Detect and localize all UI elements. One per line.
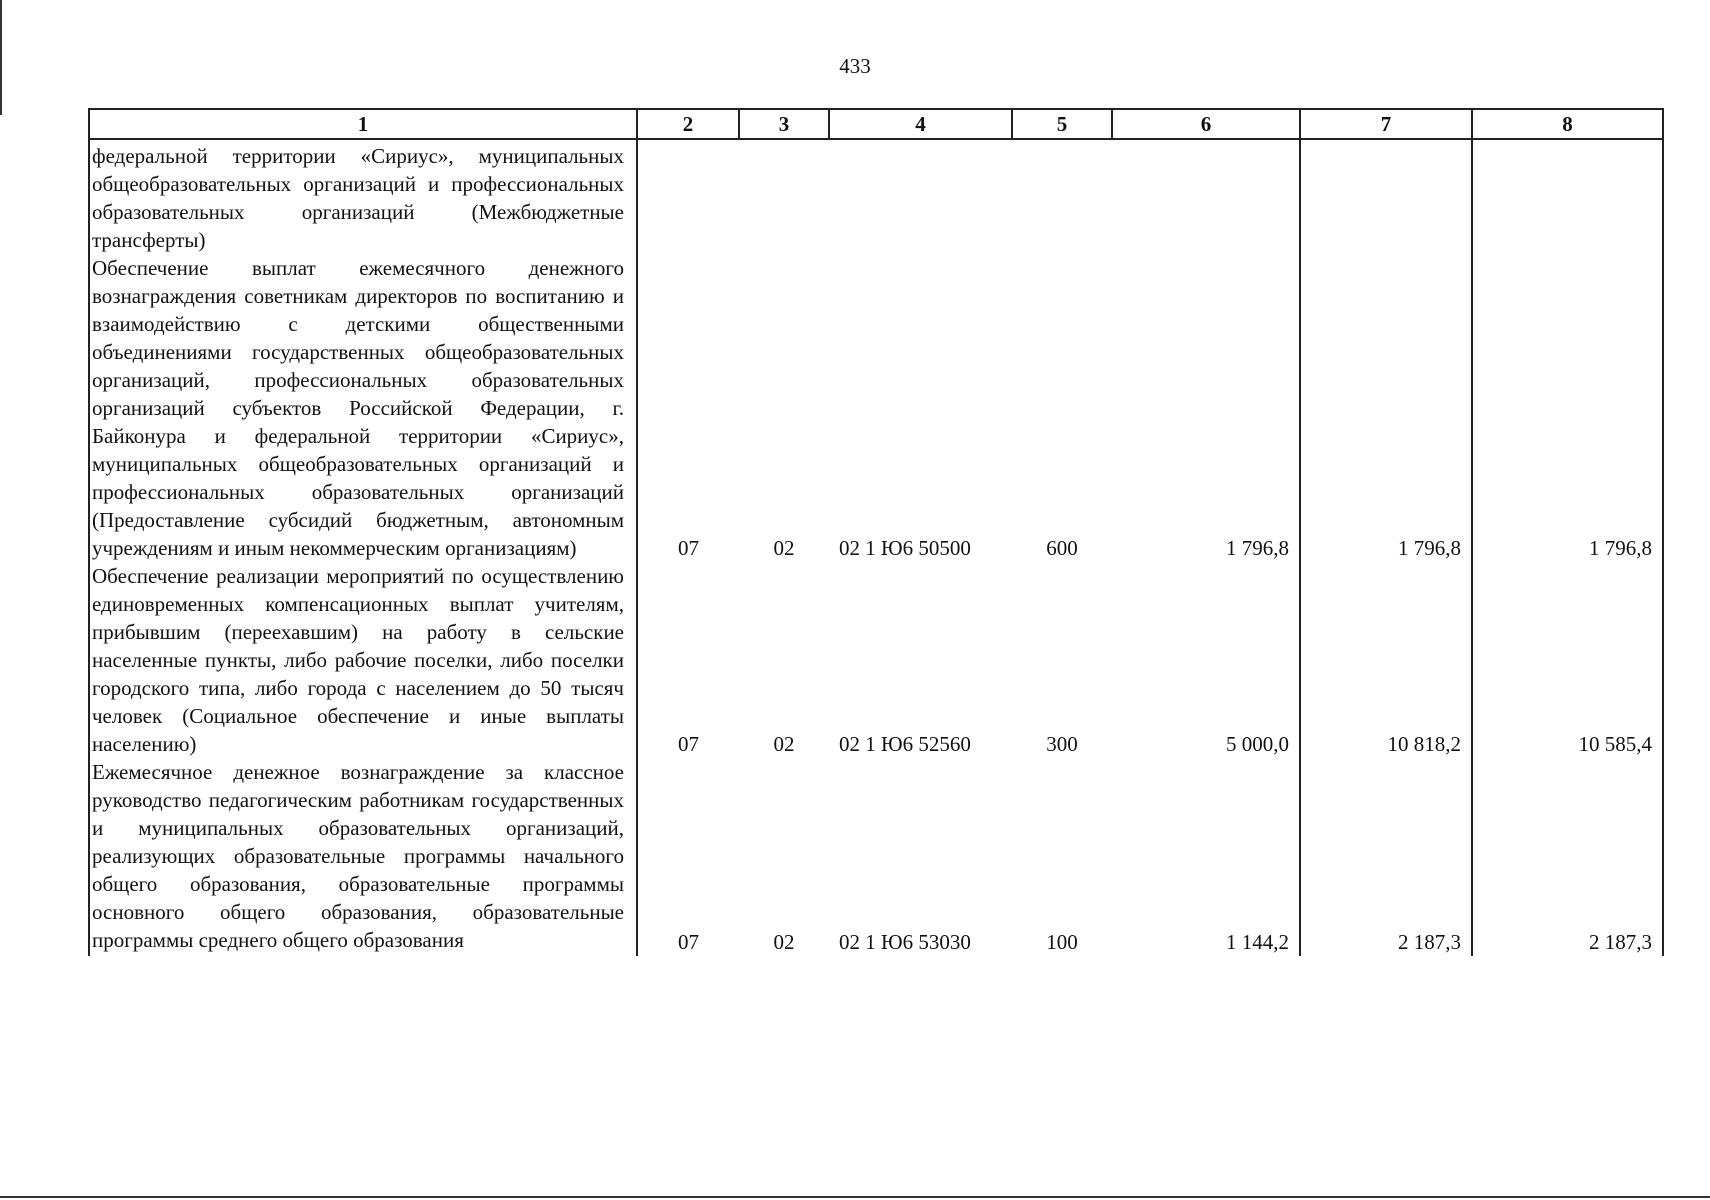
row-amount-col8 (1472, 139, 1663, 254)
row-subsection (739, 139, 829, 254)
row-expense-type: 100 (1046, 930, 1078, 954)
column-header-4: 4 (829, 109, 1012, 139)
row-subsection: 02 (773, 536, 795, 560)
row-subsection: 02 (773, 732, 795, 756)
row-section (637, 139, 739, 254)
scan-edge-bottom (0, 1196, 1710, 1198)
row-section: 07 (678, 732, 699, 756)
column-header-5: 5 (1012, 109, 1112, 139)
budget-table (88, 108, 1664, 956)
row-amount-col7: 1 796,8 (1300, 254, 1472, 562)
row-target-article: 02 1 Ю6 50500 (839, 536, 971, 560)
row-description: Ежемесячное денежное вознаграждение за классное руководство педагогическим работникам государственных и муниципальных образовательных организаций, реализующих образовательные программы начального общего образования, образовательные программы основного общего образования, образовательные программы среднего общего образования (89, 758, 637, 956)
table-row (89, 254, 1663, 562)
page-number: 433 (839, 54, 871, 78)
column-header-8: 8 (1472, 109, 1663, 139)
row-target-article (829, 139, 1012, 254)
row-amount-col8: 10 585,4 (1472, 562, 1663, 758)
row-expense-type: 600 (1046, 536, 1078, 560)
row-expense-type (1012, 139, 1112, 254)
row-target-article: 02 1 Ю6 52560 (839, 732, 971, 756)
table-row (89, 139, 1663, 254)
row-description: Обеспечение выплат ежемесячного денежного вознаграждения советникам директоров по воспитанию и взаимодействию с детскими общественными объединениями государственных общеобразовательных организаций, профессиональных образовательных организаций субъектов Российской Федерации, г. Байконура и федеральной территории «Сириус», муниципальных общеобразовательных организаций и профессиональных образовательных организаций (Предоставление субсидий бюджетным, автономным учреждениям и иным некоммерческим организациям) (89, 254, 637, 562)
row-amount-col6: 1 144,2 (1112, 758, 1300, 956)
row-amount-col6: 1 796,8 (1112, 254, 1300, 562)
column-header-2: 2 (637, 109, 739, 139)
row-section: 07 (678, 930, 699, 954)
row-target-article: 02 1 Ю6 53030 (839, 930, 971, 954)
row-section: 07 (678, 536, 699, 560)
row-amount-col8: 2 187,3 (1472, 758, 1663, 956)
row-amount-col6 (1112, 139, 1300, 254)
row-subsection: 02 (773, 930, 795, 954)
row-description: федеральной территории «Сириус», муниципальных общеобразовательных организаций и профессиональных образовательных организаций (Межбюджетные трансферты) (89, 139, 637, 254)
column-header-6: 6 (1112, 109, 1300, 139)
row-amount-col8: 1 796,8 (1472, 254, 1663, 562)
table-row (89, 758, 1663, 956)
row-amount-col7 (1300, 139, 1472, 254)
column-header-7: 7 (1300, 109, 1472, 139)
table-row (89, 562, 1663, 758)
row-amount-col7: 10 818,2 (1300, 562, 1472, 758)
row-amount-col7: 2 187,3 (1300, 758, 1472, 956)
column-header-1: 1 (89, 109, 637, 139)
header-row (89, 109, 1663, 139)
row-amount-col6: 5 000,0 (1112, 562, 1300, 758)
column-header-3: 3 (739, 109, 829, 139)
row-expense-type: 300 (1046, 732, 1078, 756)
row-description: Обеспечение реализации мероприятий по осуществлению единовременных компенсационных выплат учителям, прибывшим (переехавшим) на работу в сельские населенные пункты, либо рабочие поселки, либо поселки городского типа, либо города с населением до 50 тысяч человек (Социальное обеспечение и иные выплаты населению) (89, 562, 637, 758)
